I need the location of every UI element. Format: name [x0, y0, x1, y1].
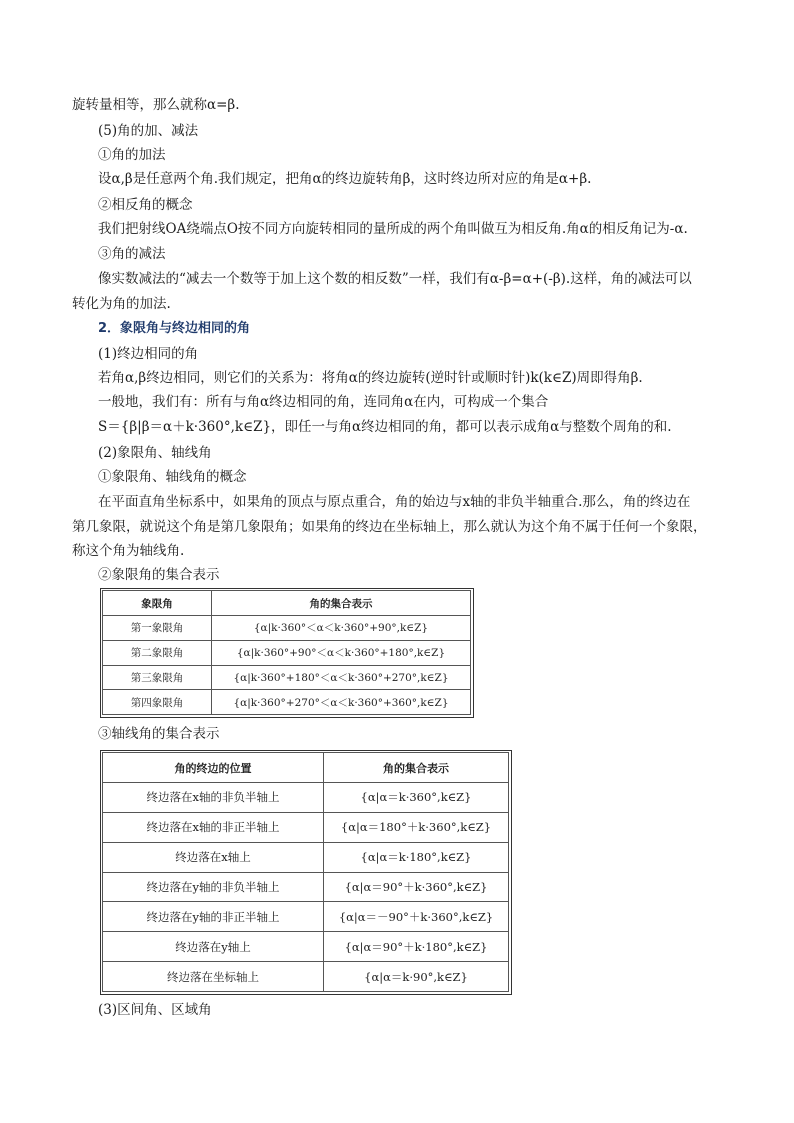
text-line: 称这个角为轴线角. — [72, 543, 185, 559]
table-cell: 第二象限角 — [103, 640, 212, 665]
section-title: (3)区间角、区域角 — [98, 1002, 212, 1018]
section-heading: 2．象限角与终边相同的角 — [98, 321, 251, 336]
table-row — [103, 842, 509, 872]
text-line: 转化为角的加法. — [72, 296, 171, 312]
table-cell: {α|k·360°+90°＜α＜k·360°+180°,k∈Z} — [212, 640, 471, 665]
table-cell: {α|α＝k·180°,k∈Z} — [324, 842, 509, 872]
subsection-title: ②相反角的概念 — [98, 197, 193, 213]
table-row — [103, 872, 509, 902]
text-line: 若角α,β终边相同，则它们的关系为：将角α的终边旋转(逆时针或顺时针)k(k∈Z)周即得角β. — [98, 370, 643, 386]
text-line: 像实数减法的“减去一个数等于加上这个数的相反数”一样，我们有α-β=α+(-β).这样，角的减法可以 — [98, 271, 692, 287]
table-cell: 第一象限角 — [103, 616, 212, 641]
table-cell: {α|k·360°+180°＜α＜k·360°+270°,k∈Z} — [212, 665, 471, 690]
subsection-title: ①角的加法 — [98, 147, 166, 163]
table-header: 角的终边的位置 — [103, 753, 324, 783]
text-line: 旋转量相等，那么就称α=β. — [72, 97, 240, 113]
table-row — [103, 665, 471, 690]
formula-line: S＝{β|β＝α＋k·360°,k∈Z}，即任一与角α终边相同的角，都可以表示成角α与整数个周角的和. — [98, 419, 672, 435]
table-cell: 终边落在坐标轴上 — [103, 962, 324, 992]
subsection-title: ③轴线角的集合表示 — [98, 726, 220, 742]
table-cell: {α|k·360°+270°＜α＜k·360°+360°,k∈Z} — [212, 690, 471, 715]
table-cell: 终边落在y轴上 — [103, 932, 324, 962]
table-row — [103, 616, 471, 641]
text-line: 第几象限，就说这个角是第几象限角；如果角的终边在坐标轴上，那么就认为这个角不属于任何一个象限， — [72, 519, 707, 535]
section-title: (5)角的加、减法 — [98, 123, 199, 139]
table-row — [103, 812, 509, 842]
table-cell: 终边落在x轴的非负半轴上 — [103, 783, 324, 813]
table-header: 象限角 — [103, 591, 212, 616]
table-row — [103, 783, 509, 813]
table-header: 角的集合表示 — [324, 753, 509, 783]
table-header: 角的集合表示 — [212, 591, 471, 616]
table-row — [103, 962, 509, 992]
text-line: 一般地，我们有：所有与角α终边相同的角，连同角α在内，可构成一个集合 — [98, 394, 549, 410]
table-cell: 终边落在x轴上 — [103, 842, 324, 872]
text-line: 设α,β是任意两个角.我们规定，把角α的终边旋转角β，这时终边所对应的角是α+β. — [98, 171, 592, 187]
table-row — [103, 690, 471, 715]
subsection-title: ③角的减法 — [98, 246, 166, 262]
table-cell: 终边落在y轴的非正半轴上 — [103, 902, 324, 932]
table-cell: {α|α＝90°＋k·180°,k∈Z} — [324, 932, 509, 962]
table-cell: {α|α＝k·90°,k∈Z} — [324, 962, 509, 992]
table-row — [103, 902, 509, 932]
table-cell: 第四象限角 — [103, 690, 212, 715]
table-cell: 终边落在x轴的非正半轴上 — [103, 812, 324, 842]
table-cell: 终边落在y轴的非负半轴上 — [103, 872, 324, 902]
table-cell: {α|k·360°＜α＜k·360°+90°,k∈Z} — [212, 616, 471, 641]
table-cell: {α|α＝k·360°,k∈Z} — [324, 783, 509, 813]
table-cell: {α|α＝90°＋k·360°,k∈Z} — [324, 872, 509, 902]
table-row — [103, 932, 509, 962]
table-cell: 第三象限角 — [103, 665, 212, 690]
section-title: (1)终边相同的角 — [98, 346, 199, 362]
text-line: 在平面直角坐标系中，如果角的顶点与原点重合，角的始边与x轴的非负半轴重合.那么，角的终边在 — [98, 494, 691, 510]
subsection-title: ②象限角的集合表示 — [98, 567, 220, 583]
section-title: (2)象限角、轴线角 — [98, 445, 212, 461]
quadrant-angle-table — [102, 590, 471, 715]
axis-angle-table — [102, 752, 509, 992]
table-cell: {α|α＝－90°＋k·360°,k∈Z} — [324, 902, 509, 932]
table-row — [103, 640, 471, 665]
subsection-title: ①象限角、轴线角的概念 — [98, 469, 247, 485]
table-cell: {α|α＝180°＋k·360°,k∈Z} — [324, 812, 509, 842]
text-line: 我们把射线OA绕端点O按不同方向旋转相同的量所成的两个角叫做互为相反角.角α的相反角记为-α. — [98, 221, 688, 237]
